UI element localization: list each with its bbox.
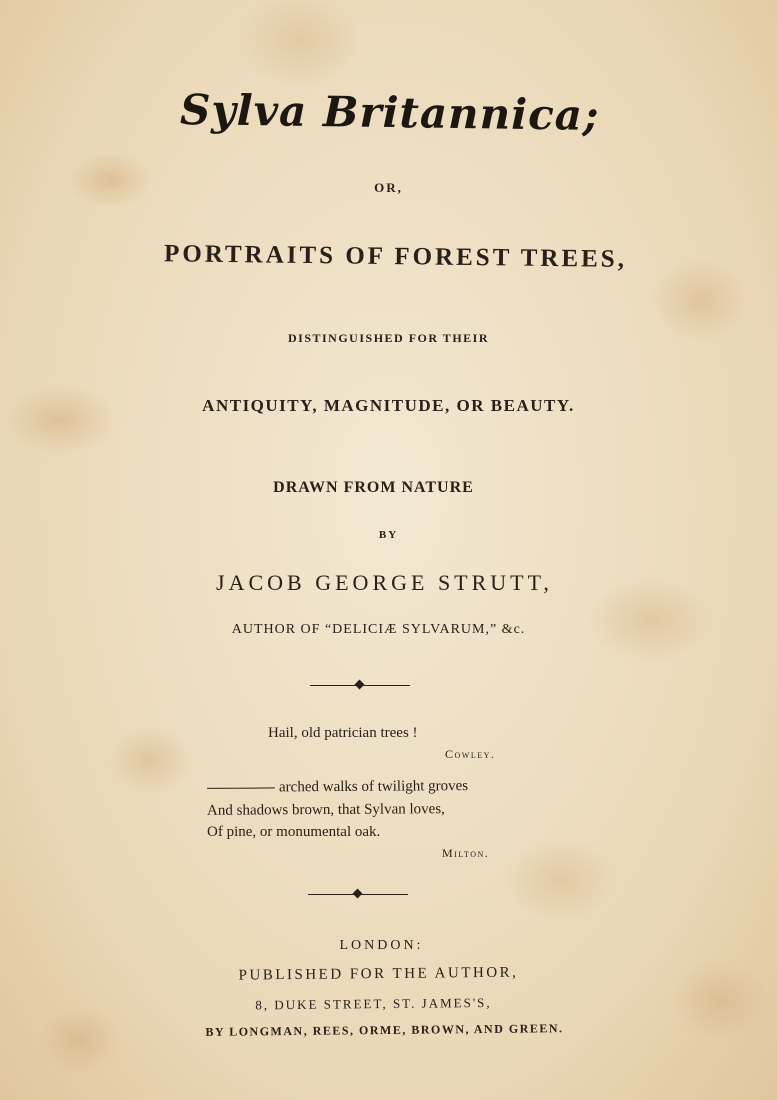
ornamental-rule-top <box>310 685 410 686</box>
epigraph-milton-line-3: Of pine, or monumental oak. <box>207 824 381 840</box>
or-connector: OR, <box>374 180 403 195</box>
qualities-line: ANTIQUITY, MAGNITUDE, OR BEAUTY. <box>202 396 575 415</box>
drawn-from-nature: DRAWN FROM NATURE <box>273 479 474 496</box>
author-name: JACOB GEORGE STRUTT, <box>216 570 553 595</box>
imprint-publishers: BY LONGMAN, REES, ORME, BROWN, AND GREEN. <box>205 1021 564 1039</box>
imprint-city: LONDON: <box>339 938 424 953</box>
epigraph-cowley-line: Hail, old patrician trees ! <box>268 725 418 741</box>
author-credentials: AUTHOR OF “DELICIÆ SYLVARUM,” &c. <box>231 622 526 637</box>
distinguished-line: DISTINGUISHED FOR THEIR <box>288 331 489 345</box>
ornamental-rule-bottom <box>308 894 408 895</box>
epigraph-cowley-attribution: Cowley. <box>445 747 496 761</box>
imprint-published: PUBLISHED FOR THE AUTHOR, <box>238 964 519 984</box>
epigraph-milton-line-1: arched walks of twilight groves <box>207 778 468 797</box>
epigraph-milton-attribution: Milton. <box>442 846 490 860</box>
diamond-ornament-icon <box>355 680 365 690</box>
book-subtitle: PORTRAITS OF FOREST TREES, <box>163 240 628 273</box>
epigraph-milton-line-2: And shadows brown, that Sylvan loves, <box>206 801 445 819</box>
by-line: BY <box>378 529 399 541</box>
book-title: Sylva Britannica; <box>179 85 600 140</box>
imprint-address: 8, DUKE STREET, ST. JAMES'S, <box>255 994 492 1013</box>
diamond-ornament-icon <box>353 889 363 899</box>
em-dash-rule <box>207 787 275 788</box>
